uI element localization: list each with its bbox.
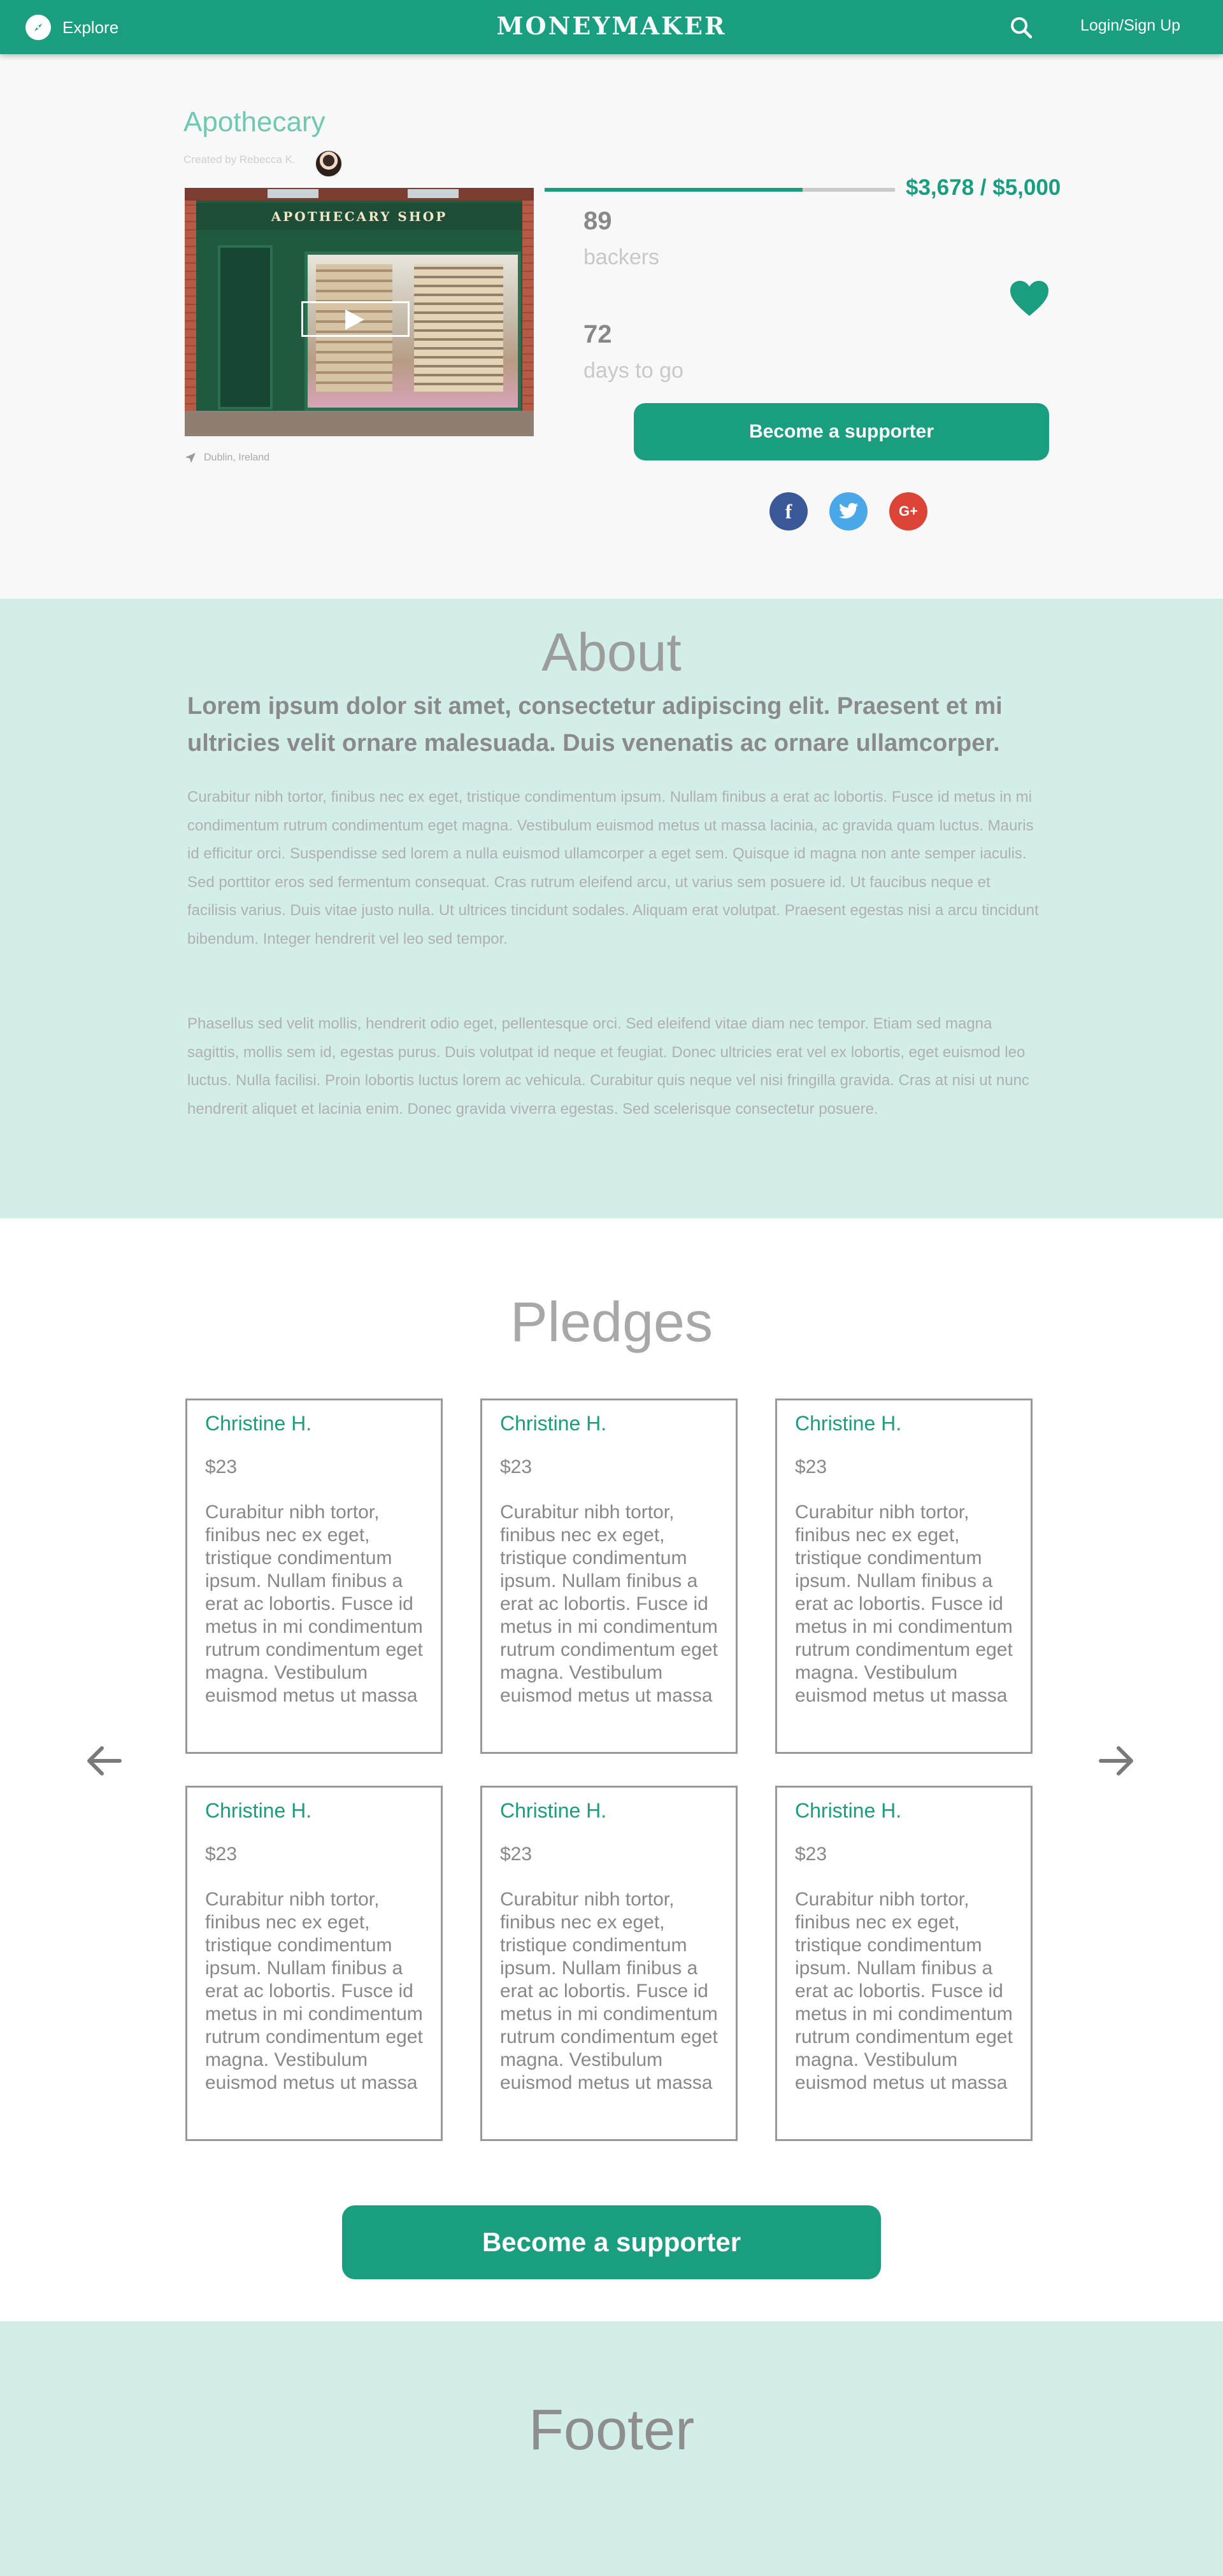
project-video[interactable] <box>185 188 534 436</box>
google-plus-icon[interactable]: G+ <box>889 492 927 530</box>
location <box>185 452 269 464</box>
explore-button[interactable] <box>25 14 118 41</box>
backers-count: 89 <box>583 207 612 235</box>
compass-icon <box>25 15 51 40</box>
pledge-name[interactable]: Christine H. <box>795 1799 902 1822</box>
pledge-amount: $23 <box>795 1456 827 1477</box>
location-arrow-icon <box>185 452 196 464</box>
about-heading: About <box>541 622 682 682</box>
pledge-amount: $23 <box>205 1844 238 1865</box>
funds-raised: $3,678 / $5,000 <box>906 175 1061 200</box>
pledge-name[interactable]: Christine H. <box>500 1412 607 1435</box>
heart-icon[interactable] <box>1009 280 1050 317</box>
days-label: days to go <box>583 359 683 383</box>
pledge-card[interactable] <box>480 1398 738 1754</box>
pledge-card[interactable] <box>480 1786 738 2141</box>
login-signup-link[interactable]: Login/Sign Up <box>1080 17 1181 34</box>
project-title: Apothecary <box>183 106 325 138</box>
pledge-name[interactable]: Christine H. <box>500 1799 607 1822</box>
funding-progress-bar <box>545 188 895 192</box>
pledge-text: Curabitur nibh tortor, finibus nec ex eget, tristique condimentum ipsum. Nullam finibus a erat ac lobortis. Fusce id metus in mi condimentum rutrum condimentum eget magna. Vestibulum euismod metus ut massa <box>205 1889 423 2093</box>
play-icon[interactable] <box>301 301 410 337</box>
pledge-card[interactable] <box>775 1398 1033 1754</box>
pledge-amount: $23 <box>500 1456 533 1477</box>
pledge-amount: $23 <box>205 1456 238 1477</box>
footer <box>0 2321 1223 2576</box>
funding-progress-fill <box>545 188 803 192</box>
top-nav <box>0 0 1223 54</box>
logo[interactable]: MONEYMAKER <box>496 11 727 40</box>
pledge-name[interactable]: Christine H. <box>205 1412 312 1435</box>
pledge-card[interactable] <box>185 1398 443 1754</box>
facebook-icon[interactable]: f <box>769 492 808 530</box>
project-hero <box>0 54 1223 599</box>
pledge-text: Curabitur nibh tortor, finibus nec ex eget, tristique condimentum ipsum. Nullam finibus a erat ac lobortis. Fusce id metus in mi condimentum rutrum condimentum eget magna. Vestibulum euismod metus ut massa <box>795 1502 1013 1706</box>
pledge-text: Curabitur nibh tortor, finibus nec ex eget, tristique condimentum ipsum. Nullam finibus a erat ac lobortis. Fusce id metus in mi condimentum rutrum condimentum eget magna. Vestibulum euismod metus ut massa <box>500 1502 718 1706</box>
pledge-amount: $23 <box>795 1844 827 1865</box>
footer-title: Footer <box>528 2398 695 2462</box>
days-count: 72 <box>583 320 612 348</box>
shop-sign: APOTHECARY SHOP <box>196 203 522 230</box>
become-supporter-button[interactable]: Become a supporter <box>634 403 1049 460</box>
search-icon[interactable] <box>1008 14 1036 42</box>
pledges-section <box>0 1218 1223 2321</box>
pledge-name[interactable]: Christine H. <box>205 1799 312 1822</box>
pledges-heading: Pledges <box>510 1290 713 1353</box>
pledge-card[interactable] <box>185 1786 443 2141</box>
pledge-card[interactable] <box>775 1786 1033 2141</box>
about-paragraph-1: Curabitur nibh tortor, finibus nec ex eget, tristique condimentum ipsum. Nullam finibus a erat ac lobortis. Fusce id metus in mi condimentum rutrum condimentum eget magna. Vestibulum euismod metus ut massa lacinia, ac gravida quam luctus. Mauris id efficitur orci. Suspendisse sed lorem a nulla euismod ullamcorper a eget sem. Quisque id magna non ante semper iaculis. Sed porttitor eros sed fermentum consequat. Cras rutrum eleifend arcu, ut varius sem posuere id. Ut faucibus neque et facilisis varius. Duis vitae justo nulla. Ut ultrices tincidunt sodales. Aliquam erat volutpat. Praesent egestas nisi a arcu tincidunt bibendum. Integer hendrerit vel leo sed tempor. <box>187 788 1039 948</box>
location-label: Dublin, Ireland <box>204 452 270 463</box>
about-section <box>0 599 1223 1218</box>
pledge-text: Curabitur nibh tortor, finibus nec ex eget, tristique condimentum ipsum. Nullam finibus a erat ac lobortis. Fusce id metus in mi condimentum rutrum condimentum eget magna. Vestibulum euismod metus ut massa <box>795 1889 1013 2093</box>
pledge-text: Curabitur nibh tortor, finibus nec ex eget, tristique condimentum ipsum. Nullam finibus a erat ac lobortis. Fusce id metus in mi condimentum rutrum condimentum eget magna. Vestibulum euismod metus ut massa <box>500 1889 718 2093</box>
pledge-text: Curabitur nibh tortor, finibus nec ex eget, tristique condimentum ipsum. Nullam finibus a erat ac lobortis. Fusce id metus in mi condimentum rutrum condimentum eget magna. Vestibulum euismod metus ut massa <box>205 1502 423 1706</box>
creator-label[interactable]: Created by Rebecca K. <box>183 153 296 166</box>
about-lead: Lorem ipsum dolor sit amet, consectetur adipiscing elit. Praesent et mi ultricies velit ornare malesuada. Duis venenatis ac ornare ullamcorper. <box>187 693 1003 757</box>
become-supporter-button-bottom[interactable]: Become a supporter <box>342 2205 881 2279</box>
twitter-icon[interactable] <box>829 492 868 530</box>
about-paragraph-2: Phasellus sed velit mollis, hendrerit odio eget, pellentesque orci. Sed eleifend vitae diam nec tempor. Etiam sed magna sagittis, mollis sem id, egestas purus. Duis volutpat id neque et feugiat. Donec ultricies erat vel ex lobortis, eget euismod leo luctus. Nulla facilisi. Proin lobortis luctus lorem ac vehicula. Curabitur quis neque vel nisi fringilla gravida. Cras at nisi ut nunc hendrerit aliquet et lacinia enim. Donec gravida viverra egestas. Sed scelerisque consectetur posuere. <box>187 1015 1029 1118</box>
arrow-right-icon[interactable] <box>1096 1740 1136 1781</box>
arrow-left-icon[interactable] <box>84 1740 125 1781</box>
pledge-amount: $23 <box>500 1844 533 1865</box>
explore-label: Explore <box>62 17 119 37</box>
avatar[interactable] <box>315 150 343 178</box>
pledge-name[interactable]: Christine H. <box>795 1412 902 1435</box>
backers-label: backers <box>583 245 660 269</box>
